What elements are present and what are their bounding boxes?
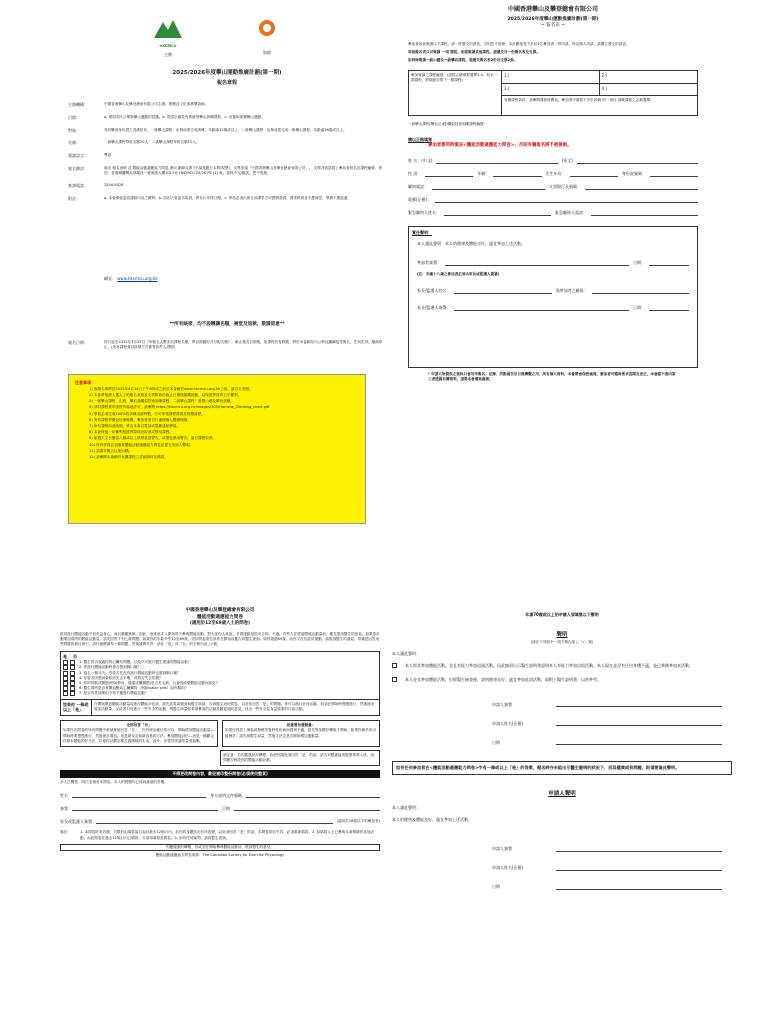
- web-label: 網頁：: [104, 276, 116, 281]
- rule-text: 粵語: [104, 153, 112, 158]
- name-en-label: (英文): [561, 158, 573, 164]
- decl-sign-input[interactable]: [556, 700, 722, 707]
- guardian-note: (註：未滿十八歲之參加者必須由家長或監護人簽署): [417, 271, 500, 276]
- notice-item: 4) 部份課程需申請野外場地許可，請參閱 https://hkcmcu.org.hk/images/305/Harness_Climbing_chart.pdf: [89, 405, 270, 410]
- option-2-text: 本人並非參加體能活動，但經醫生檢查後，證明健康良好，適宜參加此項活動，現附上醫生證明書，以供參考。: [405, 676, 601, 682]
- delay-text: 如果你因患上傷風或發燒等暫時性疾病而感到不適，請先等身體好轉後才開始；如果你懷孕或可能懷孕，請先與醫生商量，然後才決定是否開始增加運動量。: [225, 728, 376, 738]
- choice-1[interactable]: 1.): [502, 71, 600, 84]
- parq-title: 體能活動適應能力問卷: [197, 614, 243, 620]
- notice-item: 3) 一級攀山課程：山藝、攀岩及繩索技術訓練課程；二級攀山課程：進階山藝及攀登訓練。: [89, 399, 234, 404]
- rule-text: 填妥 報名表格 及 體能活動適應能力問卷 連同 劃線支票 (不接受銀行本票/現票)，支票抬頭「中國香港攀山及攀登總會有限公司」。 支票背面請寫上參加者姓名及課程編號，寄回：香港銅鑼灣大球場徑一號奧運大樓1011室 HKCMCU 25/26 PS (1) 收。資料不完/錯誤，恕不受理。: [104, 165, 382, 176]
- rule-text: 2504 8428: [104, 183, 124, 188]
- notice-item: 6) 所有課程學費包括保險費，參加者須自行處理個人醫療保險。: [89, 417, 191, 422]
- delay-box: [222, 720, 380, 747]
- guardian-sign-input[interactable]: [454, 304, 629, 311]
- if-yes-box: [60, 700, 380, 717]
- dob-label: 出生年份：: [545, 171, 566, 177]
- course-note: 有關課程資料，請參閱課程時間表。參加者可填寫不多於四個 同一項目 訓練課程之志願選擇。: [504, 98, 654, 103]
- app-sign-input[interactable]: [556, 845, 722, 852]
- question-table: [60, 651, 380, 699]
- name-en-input[interactable]: [577, 157, 698, 164]
- form-org: 中國香港攀山及攀登總會有限公司: [507, 6, 598, 13]
- emergency-phone-input[interactable]: [591, 209, 698, 216]
- rules-rows: [68, 100, 386, 209]
- rule-label: 查詢電話：: [68, 183, 88, 189]
- participant-sign-label: 參加者簽署：: [417, 259, 441, 265]
- application-form-panel: [408, 6, 698, 506]
- applicant-declaration-title: 申請人聲明: [548, 791, 576, 798]
- warning-line: **所有缺席，均不設轉讓名額，補堂及退款，敬請留意**: [169, 322, 285, 327]
- rule-row: [68, 166, 386, 176]
- notice-item: 2) 本會將根據入選人士的報名表格及支票附會於截止日期後隨機抽籤，以保證學員的公平權利。: [89, 393, 242, 397]
- form-intro-2: 每張報名表只可報讀 一項 課程，如需報讀其他課程，請遞交另一份報名表及支票。: [408, 50, 540, 55]
- parq-name-label: 姓名: [60, 792, 68, 798]
- sex-label: 性 別：: [408, 171, 422, 177]
- emergency-name-label: 緊急聯絡人姓名：: [408, 210, 440, 216]
- app-date-input[interactable]: [556, 883, 722, 890]
- parq-intro: 經常進行體能活動不但有益身心，而且樂趣無窮。因此，愈來愈多人開始每天參與體能活動。對大部份人來說，多做運動是很安全的。不過，有些人在增加體能活動量前，應先徵詢醫生的意見。如果你計劃增加現時的體能活動量，請先回答下列七條問題。如果你的年齡介乎12至69歲，這份問卷會告訴你在開始前應否向醫生查詢。如你超過69歲，而你又沒有經常運動，請徵詢醫生的意見。常識是回答這些問題的最佳指引，請仔細閱讀每一條問題，然後誠實作答：請在「是」或「否」的空格內加上√號。: [60, 631, 380, 647]
- form-intro-1: 參加者如欲報讀以下課程，請一併遞交申請表，否則恕不受理；本計劃接受不多於4名參加者一併申請，每以個人申請，請獨立遞交申請表。: [408, 42, 630, 46]
- footer-box: 因應健康的轉變，你或須在開始參與體能活動前，徵詢醫生的意見。: [60, 844, 380, 851]
- hkcmcu-logo: [152, 14, 184, 58]
- notice-item: 5) 學員必須完成100%的訓練出席時數，方可申領課程證書及相關資歷。: [89, 411, 205, 416]
- course-code-line: 一級攀山課程/攀岩/山藝/繩索技術訓練課程編號：: [408, 121, 488, 126]
- parq-id-input[interactable]: [246, 791, 380, 798]
- rule-label: 對象：: [68, 127, 80, 133]
- question-text: 7. 是否有其他理由令你不應進行體能活動？: [79, 691, 149, 696]
- applicant-intro: 本人謹此聲明：: [392, 805, 420, 811]
- app-name-input[interactable]: [556, 864, 722, 871]
- option-1-text: 本人經常參加體能活動，並且有能力參加這個活動，因此無須出示醫生證明書證明本人有能力參加這項活動。本人現在並沒有任何身體不適，並已準備參加本活動。: [405, 662, 693, 668]
- parq-date-label: 日期: [222, 805, 230, 811]
- all-no-title: 全部回答「否」: [126, 723, 152, 728]
- declaration-intro: 本人謹此聲明：: [392, 650, 420, 656]
- all-no-box: [60, 720, 218, 747]
- guardian-date-label: 日期：: [633, 304, 645, 310]
- sex-input[interactable]: [425, 170, 473, 177]
- logo-text: HKCMCU: [159, 43, 177, 48]
- question-row: [63, 691, 377, 696]
- course-choice-label: 參加報讀之課程編號：(請按志願填寫選擇1-4，如未一期課程，將願意安排下一期課程): [409, 71, 502, 115]
- course-choice-grid: [502, 71, 697, 115]
- guardian-name-label: 家長/監護人姓名：: [417, 287, 451, 293]
- notice-list: [75, 387, 359, 460]
- app-sign-label: 申請人簽署: [492, 846, 512, 852]
- id-input[interactable]: [650, 170, 698, 177]
- resp-title: 責任聲明：: [412, 229, 432, 235]
- website: [104, 276, 158, 282]
- decl-name-input[interactable]: [556, 719, 722, 726]
- choice-4[interactable]: 4.): [600, 84, 698, 97]
- parq-subtitle: (適用於12至69歲人士的問卷): [189, 621, 251, 627]
- email-input[interactable]: [435, 196, 698, 203]
- notice-title: 注意事項：: [75, 380, 95, 385]
- yes-header: 是: [63, 654, 67, 660]
- notice-item: 10) 所有學員必須填寫體能活動適應能力問卷及提交申請人聲明。: [89, 442, 194, 447]
- phone-label: 聯絡電話：: [408, 184, 428, 190]
- declaration-signatures: [492, 700, 722, 745]
- rule-text: 一級攀山課程每班名額20人；二級攀山課程每班名額12人。: [104, 140, 200, 145]
- rule-row: [68, 183, 386, 189]
- questionnaire-required: 參加者需同時填妥<體能活動適應能力問卷>，否則有關報名將不被接納。: [428, 142, 572, 148]
- parq-id-label: 身分證明文件號碼: [210, 792, 242, 798]
- notice-item: 8) 本會保留一切權利根據實際情況取消或修改課程。: [89, 430, 173, 435]
- course-choice-box: [408, 70, 698, 116]
- sponsor-label: 主辦: [164, 51, 172, 57]
- id-label: 身份證號碼：: [621, 171, 646, 177]
- declaration-title: 聲明: [556, 631, 568, 638]
- remarks-label: 備註：: [60, 830, 71, 835]
- age-input[interactable]: [493, 170, 541, 177]
- notice-item: 9) 如遇天文台懸掛八號或以上熱帶氣旋警告，或黑色暴雨警告，當日課程取消。: [89, 436, 217, 441]
- block-letter-note: 請以正楷填寫: [408, 136, 432, 142]
- rule-row: [68, 153, 386, 159]
- notice-item: 11) 請盡早報名以免向隅。: [89, 448, 133, 453]
- parq-guardian-label: 家長或監護人簽署: [60, 818, 92, 824]
- choice-2[interactable]: 2.): [600, 71, 698, 84]
- rule-text: a. 增加市民公眾對攀山運動的認識。b. 提供正確及有系統的攀山訓練課程。c. 培養和推廣攀山運動。: [104, 114, 265, 119]
- rule-label: 目標：: [68, 114, 80, 120]
- name-cn-label: 姓 名：(中文): [408, 158, 433, 164]
- notice-item: 1) 取錄名單將於2025年4月14日下午6時或之前於本會網頁www.hkcmcu.org.hk公佈，請自行查閱。: [89, 386, 253, 391]
- cheque-input[interactable]: [585, 183, 698, 190]
- cheque-label: 支票銀行及號碼：: [549, 184, 581, 190]
- if-yes-text: 在開始增加體能活動量或進行體能評估前，請先致電或親身與醫生商談，告訴醫生這份問卷，以及你回答「是」的問題。你可以進行任何活動，但須在開始時慢慢進行，然後逐步增加活動量；又或者只可進行一些安全的活動，與醫生商量你希望參加的活動及聽從他的意見。找出一些安全及有益健康的社區活動。: [94, 701, 375, 711]
- emergency-phone-label: 緊急聯絡人電話：: [555, 210, 587, 216]
- notice-box: [68, 374, 366, 524]
- remarks-text: 1. 本問卷的有效期，只限於由填寫當日起計最多12個月內。若你的身體狀況有所改變，以致須回答「是」的話，本問卷即告失效，必須重新填寫。2. 如填寫人士已參與本會舉辦的其他活動，而此問卷在過去12個月內已填寫，亦須再填寫此問卷。3. 如有任何疑問，請向醫生查詢。: [80, 830, 375, 840]
- declare-line: 本人已閱悉、明白並填妥本問卷。本人的問題均已得到滿意的答覆。: [60, 780, 168, 785]
- choice-3[interactable]: 3.): [502, 84, 600, 97]
- rule-label: 報名辦法：: [68, 165, 88, 171]
- no-checkbox[interactable]: [70, 691, 75, 696]
- resp-text: 本人謹此聲明：本人的健康及體能良好，適宜參加上述活動。: [417, 240, 525, 246]
- notice-item: 7) 所有課程如須改期，將由本會以電話或電郵通知學員。: [89, 424, 181, 429]
- source-line: 體能活動適應能力問卷來源：The Canadian Society for Exercise Physiology: [155, 852, 285, 857]
- question-list: [63, 660, 377, 696]
- rule-row: [68, 115, 386, 121]
- option-2-checkbox[interactable]: [392, 677, 397, 682]
- rule-row: [68, 102, 386, 108]
- age70-note: 年滿70歲或以上的申請人須填寫以下聲明: [525, 612, 599, 617]
- deadline-text: 即日起至2025年3月25日《所報名人數未於課程名額，將以抽籤形式分配名額》。截止報名日期後，如課程仍有餘額，將於本會網站內公佈及繼續接受報名，先到先得，額滿即止。(所有課程會以掛號方式郵寄收件人證明): [104, 340, 383, 350]
- web-link[interactable]: www.hkcmcu.org.hk: [117, 276, 158, 281]
- all-no-text: 如果你在問卷的所有問題中都誠實地回答「否」，你有理由確信你可以：開始增加體能活動量—開始時要慢慢進行，然後逐步增加。這是最安全和最容易的方法。參加體能評估—這是一種斷定你基本體能的好方法，以便你計劃怎樣去過積極的生活。此外，亦強烈建議你量度血壓。: [63, 728, 214, 743]
- dob-input[interactable]: [570, 170, 618, 177]
- decl-date-input[interactable]: [556, 738, 722, 745]
- age-label: 年齡：: [477, 171, 490, 177]
- if-yes-title: 如果你 一條或以上「是」: [61, 700, 92, 716]
- option-2[interactable]: [392, 677, 732, 683]
- rule-label: 報課語言：: [68, 153, 88, 159]
- rule-row: [68, 128, 386, 134]
- form-subtitle: ~ 報名表 ~: [540, 23, 566, 29]
- yes-checkbox[interactable]: [63, 691, 68, 696]
- option-1-checkbox[interactable]: [392, 663, 397, 668]
- guardian-date-input[interactable]: [649, 304, 689, 311]
- rules-panel: [68, 0, 386, 520]
- privacy-footnote: * 申請人所提供之資料只會用作報名、記錄、活動通告及日後聯繫之用，所有個人資料，本會將會保密處理，參加者可隨時要求查閱及更正，本會絕不會向第三者透露有關資料，請將本會備案處理。: [428, 371, 676, 382]
- deadline-label: 報名日期：: [68, 340, 88, 345]
- sign-date-input[interactable]: [649, 259, 689, 266]
- rules-subtitle: 報名章程: [216, 80, 237, 86]
- parq-name-input[interactable]: [72, 791, 206, 798]
- guardian-name-input[interactable]: [454, 287, 551, 294]
- phone-input[interactable]: [432, 183, 545, 190]
- form-title: 2025/2026年度攀山運動推廣計劃(第一期): [507, 16, 599, 22]
- emergency-name-input[interactable]: [444, 209, 551, 216]
- rule-text: a. 本會保留更改課程內容之權利。b. 如因天氣惡劣取消，將另行安排日期。c. 學員必須出席全部課堂方可獲發證書，課堂缺席者不獲補堂，學費不獲退還。: [104, 196, 351, 201]
- guardian-rel-input[interactable]: [592, 287, 689, 294]
- question-text: 3. 過去一個月內，你曾否在沒有進行體能活動時也感到胸口痛？: [79, 670, 181, 675]
- applicant-signatures: [492, 845, 722, 890]
- participant-sign-input[interactable]: [445, 259, 629, 266]
- parq-org: 中國香港攀山及攀登總會有限公司: [185, 608, 255, 613]
- rule-text: 中國香港攀山及攀登總會有限公司主辦，康樂及文化事務署資助。: [104, 102, 209, 106]
- remarks: [60, 830, 380, 840]
- decl-name-label: 申請人姓名(正楷): [492, 720, 524, 726]
- parq-guardian-note: (適用於18歲以下的參加者): [336, 819, 380, 824]
- rule-row: [68, 140, 386, 146]
- declaration-subtitle: (請在下列其中一項方格內加上「√」號): [530, 639, 594, 644]
- rule-label: 附註：: [68, 196, 80, 202]
- email-label: 電郵(正楷)：: [408, 197, 432, 203]
- decl-sign-label: 申請人簽署: [492, 701, 512, 707]
- guardian-rel-label: 與參加者之關係：: [555, 287, 588, 293]
- guardian-sign-label: 家長/監護人簽署：: [417, 304, 451, 310]
- parq-guardian-input[interactable]: [96, 817, 333, 824]
- responsibility-box: [408, 226, 698, 368]
- delay-title: 延遲增加運動量：: [286, 723, 316, 728]
- name-cn-input[interactable]: [436, 157, 557, 164]
- question-text: 1. 醫生曾否說過你的心臟有問題，以及只可進行醫生建議的體能活動？: [79, 660, 192, 665]
- rule-label: 名額：: [68, 140, 80, 146]
- parq-panel: [60, 608, 380, 1024]
- parq-sign-label: 簽署: [60, 805, 68, 811]
- funder-label: 資助: [263, 49, 271, 55]
- rule-row: [68, 196, 386, 202]
- applicant-text: 本人的健康及體能良好，適宜參加上述活動。: [392, 817, 472, 823]
- question-text: 6. 醫生現時是否有開血壓或心臟藥物（例如water pills）給你服用？: [79, 686, 189, 691]
- parq-sign-input[interactable]: [72, 804, 218, 811]
- option-1[interactable]: [392, 663, 732, 669]
- question-text: 5. 你的骨骼或關節(例如脊骨、膝蓋或髖關節)是否有毛病，且會因改變體能活動而惡化？: [79, 680, 220, 685]
- no-header: 否: [73, 654, 77, 660]
- parq-yes-warning: 如有任何參加者在<體能活動適應能力問卷>中有一條或以上「是」的答案，報名時亦未能出示醫生證明的狀況下，而其健康或有問題，則須要簽此聲明。: [392, 761, 732, 775]
- rule-text: 具有攀登身份證之香港居民。一級攀山課程：出發前需完成訓練，年齡滿12歲或以上；二級攀山課程：出發前需完成一級攀山課程，年齡滿16歲或以上。: [104, 127, 347, 132]
- notice-item: 12) 請參閱本會網頁有關課程之詳細資料及條款。: [89, 455, 168, 460]
- declaration-panel: [392, 612, 732, 912]
- question-text: 2. 你進行體能活動時會否感到胸口痛？: [79, 665, 142, 670]
- no-alter-bar: 不得更改問卷內容，歡迎複印整份問卷(必須使用整頁): [60, 770, 380, 778]
- form-intro-3: 如同時報讀一級山藝及一級攀岩課程，需遞交報名表2份及支票2張。: [408, 58, 518, 63]
- decl-date-label: 日期: [492, 739, 500, 745]
- app-name-label: 申請人姓名(正楷): [492, 865, 524, 871]
- sign-date-label: 日期：: [633, 259, 645, 265]
- deadline-row: [68, 340, 386, 350]
- note-box: 請注意：若因健康狀況轉變，致使你隨後須回答「是」的話，請告知體適能或健康專業人員，詢問應否修改你的體能活動計劃。: [220, 750, 380, 766]
- app-date-label: 日期: [492, 884, 500, 890]
- answer-boxes: [60, 720, 380, 747]
- personal-fields: [408, 157, 698, 216]
- rule-label: 主辦機構：: [68, 102, 88, 107]
- question-text: 4. 你曾否因感到暈眩而失去平衡，或曾否失去知覺？: [79, 675, 163, 680]
- lcsd-logo: [252, 18, 282, 56]
- parq-date-input[interactable]: [234, 804, 380, 811]
- rules-title: 2025/2026年度攀山運動推廣計劃(第一期): [172, 70, 282, 76]
